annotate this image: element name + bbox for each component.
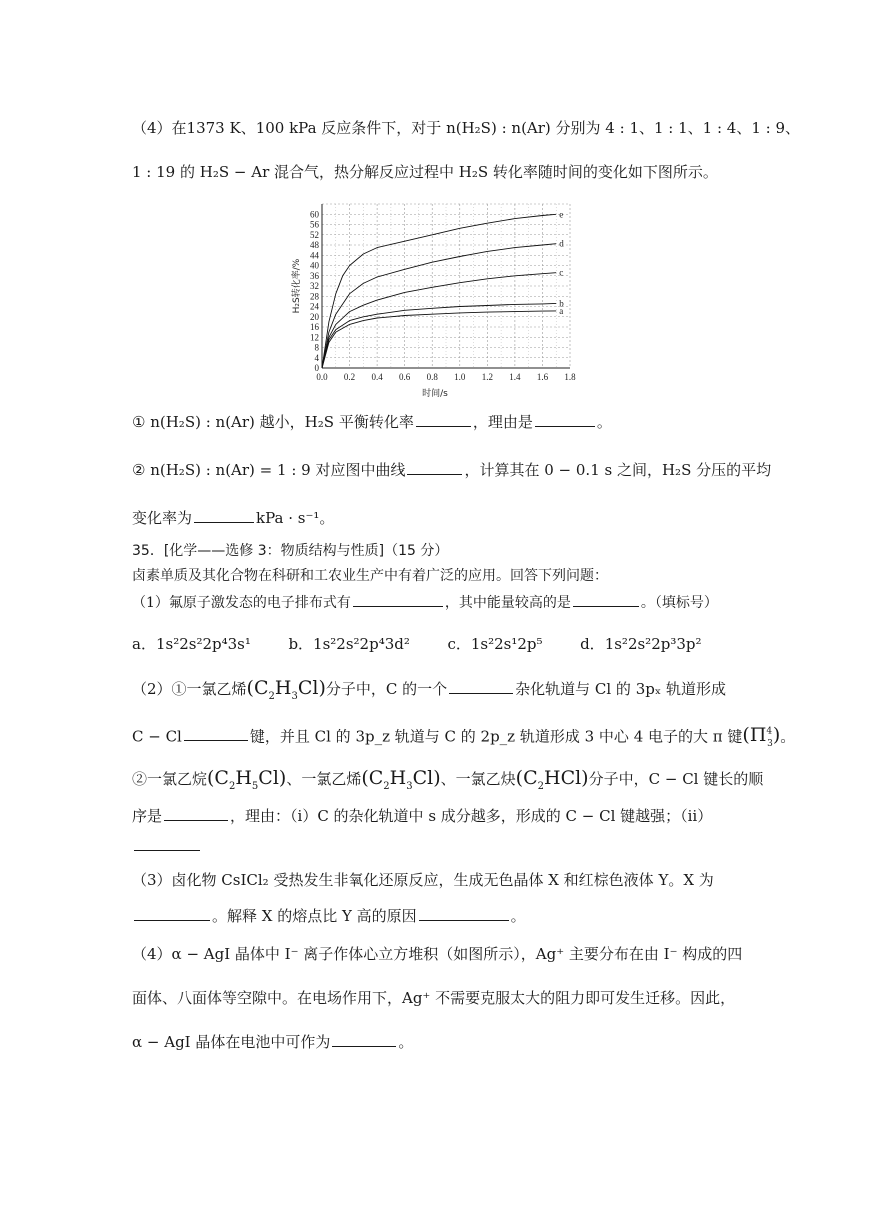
y-tick-labels — [310, 209, 320, 373]
q35-p2-l2-text: C − Cl — [132, 727, 182, 746]
series-line-b — [322, 303, 556, 368]
q35-heading: 35．[化学——选修 3：物质结构与性质]（15 分） — [132, 543, 449, 559]
y-tick-label: 28 — [310, 291, 319, 302]
q4-sub2-unit: kPa · s⁻¹。 — [256, 509, 335, 527]
x-tick-label: 0.6 — [399, 372, 411, 382]
option-a-config: 1s²2s²2p⁴3s¹ — [155, 635, 251, 653]
series-label-d: d — [559, 238, 564, 249]
x-tick-label: 0.4 — [371, 372, 383, 382]
answer-blank[interactable] — [535, 412, 595, 427]
h2s-conversion-chart — [285, 196, 585, 401]
formula-c2hcl: $(C_2HCl)$ — [515, 767, 589, 792]
option-b-config: 1s²2s²2p⁴3d² — [313, 635, 410, 653]
answer-blank[interactable] — [407, 460, 462, 475]
series-label-c: c — [559, 267, 564, 278]
formula-c2h3cl: $(C_2H_3Cl)$ — [361, 767, 441, 792]
answer-blank[interactable] — [134, 836, 200, 851]
q35-p2-l4-text: 序是 — [132, 807, 163, 825]
q35-p2-l3-mid2: 、一氯乙炔 — [440, 770, 516, 788]
q4-sub2-mid: ，计算其在 0 − 0.1 s 之间，H₂S 分压的平均 — [464, 461, 772, 479]
y-tick-label: 48 — [310, 240, 319, 250]
x-axis-label: 时间/s — [422, 389, 448, 399]
answer-blank[interactable] — [419, 906, 509, 921]
q35-p1 — [132, 592, 718, 613]
x-tick-label: 0.0 — [316, 372, 328, 382]
option-a-label: a． — [132, 635, 156, 653]
q4-sub1 — [132, 412, 612, 432]
q35-p1-text: （1）氟原子激发态的电子排布式有 — [132, 595, 351, 611]
y-tick-label: 32 — [310, 281, 319, 291]
y-tick-label: 40 — [310, 260, 319, 271]
q35-p2-l1-mid: 分子中，C 的一个 — [325, 680, 448, 698]
q35-p3-line2 — [132, 906, 526, 926]
y-tick-label: 52 — [310, 229, 319, 240]
series-label-b: b — [559, 298, 564, 309]
formula-c2h3cl: $(C_2H_3Cl)$ — [246, 677, 326, 702]
x-tick-label: 1.2 — [481, 372, 493, 382]
q35-p2-line2 — [132, 722, 795, 754]
answer-blank[interactable] — [134, 906, 210, 921]
q35-options — [132, 634, 702, 654]
option-b-label: b． — [288, 635, 314, 653]
q4-sub1-end: 。 — [596, 413, 612, 431]
x-tick-label: 0.2 — [343, 372, 356, 382]
q4-sub1-text: ① n(H₂S) : n(Ar) 越小，H₂S 平衡转化率 — [132, 413, 414, 431]
series-line-e — [322, 214, 556, 368]
q35-p4-line1: （4）α − AgI 晶体中 I⁻ 离子作体心立方堆积（如图所示），Ag⁺ 主要分布在由 I⁻ 构成的四 — [132, 945, 743, 963]
q4-sub2-line2 — [132, 508, 334, 528]
y-tick-label: 36 — [310, 270, 319, 281]
y-tick-label: 16 — [310, 322, 319, 332]
answer-blank[interactable] — [573, 592, 639, 607]
q35-p1-mid: ，其中能量较高的是 — [444, 595, 571, 611]
x-tick-labels — [316, 372, 576, 382]
q35-p4-line2: 面体、八面体等空隙中。在电场作用下，Ag⁺ 不需要克服太大的阻力即可发生迁移。因此， — [132, 989, 736, 1007]
q35-p3-l2-mid: 。解释 X 的熔点比 Y 高的原因 — [212, 907, 417, 925]
series-label-e: e — [559, 209, 564, 220]
q35-p3-l2-end: 。 — [510, 907, 526, 925]
x-tick-label: 1.0 — [454, 372, 466, 382]
series-line-d — [322, 244, 556, 368]
q35-p2-l4-end: ，理由：（ⅰ）C 的杂化轨道中 s 成分越多，形成的 C − Cl 键越强；（ⅱ） — [230, 807, 713, 825]
q35-p2-l3-text: ②一氯乙烷 — [132, 770, 208, 788]
q35-p2-l2-mid: 键，并且 Cl 的 3p_z 轨道与 C 的 2p_z 轨道形成 3 中心 4 电子的大 π 键 — [249, 727, 743, 746]
answer-blank[interactable] — [332, 1032, 396, 1047]
q4-sub2 — [132, 460, 771, 480]
option-c-config: 1s²2s¹2p⁵ — [470, 635, 543, 653]
q35-p3-line1: （3）卤化物 CsICl₂ 受热发生非氧化还原反应，生成无色晶体 X 和红棕色液体 Y。X 为 — [132, 871, 714, 889]
q35-p2-line4 — [132, 806, 712, 826]
chart-series — [322, 209, 564, 368]
x-tick-label: 1.4 — [509, 372, 521, 382]
q35-p2-line5 — [132, 836, 202, 856]
formula-c2h5cl: $(C_2H_5Cl)$ — [207, 767, 287, 792]
series-line-a — [322, 311, 556, 368]
x-tick-label: 0.8 — [426, 372, 438, 382]
option-d-label: d． — [580, 635, 605, 653]
q35-intro: 卤素单质及其化合物在科研和工农业生产中有着广泛的应用。回答下列问题： — [132, 568, 608, 584]
x-tick-label: 1.8 — [564, 372, 576, 382]
answer-blank[interactable] — [449, 679, 513, 694]
q35-p2-line1 — [132, 678, 726, 707]
y-tick-label: 56 — [310, 219, 319, 230]
q35-p2-l2-end: 。 — [780, 727, 796, 746]
answer-blank[interactable] — [194, 508, 254, 523]
y-tick-label: 8 — [314, 342, 319, 353]
y-tick-label: 44 — [310, 250, 319, 261]
q35-p2-l1-end: 杂化轨道与 Cl 的 3pₓ 轨道形成 — [515, 680, 726, 698]
option-d-config: 1s²2s²2p³3p² — [604, 635, 702, 653]
y-tick-label: 12 — [310, 332, 319, 343]
y-tick-label: 60 — [310, 209, 319, 220]
y-tick-label: 20 — [310, 311, 319, 322]
q35-p2-l3-end: 分子中，C − Cl 键长的顺 — [588, 770, 764, 788]
answer-blank[interactable] — [164, 806, 228, 821]
q4-sub1-mid: ，理由是 — [472, 413, 533, 431]
q4-line-2: 1 : 19 的 H₂S − Ar 混合气，热分解反应过程中 H₂S 转化率随时间的变化如下图所示。 — [132, 163, 718, 181]
q35-p2-line3 — [132, 768, 763, 797]
q35-p4-line3 — [132, 1032, 413, 1052]
y-axis-label: H₂S转化率/% — [292, 258, 302, 314]
q35-p2-l1-text: （2）①一氯乙烯 — [132, 680, 247, 698]
q4-line-1: （4）在1373 K、100 kPa 反应条件下，对于 n(H₂S) : n(Ar) 分别为 4 : 1、1 : 1、1 : 4、1 : 9、 — [132, 119, 801, 137]
series-line-c — [322, 273, 556, 368]
x-tick-label: 1.6 — [536, 372, 549, 382]
q35-p1-end: 。（填标号） — [640, 595, 718, 611]
q35-p4-l3-text: α − AgI 晶体在电池中可作为 — [132, 1033, 331, 1051]
answer-blank[interactable] — [184, 726, 248, 741]
y-tick-label: 4 — [314, 352, 319, 363]
q4-sub2-text: ② n(H₂S) : n(Ar) = 1 : 9 对应图中曲线 — [132, 461, 406, 479]
pi-bond-symbol: $(\Pi^4_3)$ — [742, 724, 781, 750]
q35-p4-l3-end: 。 — [398, 1033, 414, 1051]
series-label-a: a — [559, 305, 564, 316]
y-tick-label: 0 — [314, 363, 319, 373]
option-c-label: c． — [447, 635, 471, 653]
answer-blank[interactable] — [416, 412, 471, 427]
q35-p2-l3-mid1: 、一氯乙烯 — [286, 770, 362, 788]
q4-sub2-line2-text: 变化率为 — [132, 509, 193, 527]
answer-blank[interactable] — [353, 592, 443, 607]
y-tick-label: 24 — [310, 301, 319, 312]
